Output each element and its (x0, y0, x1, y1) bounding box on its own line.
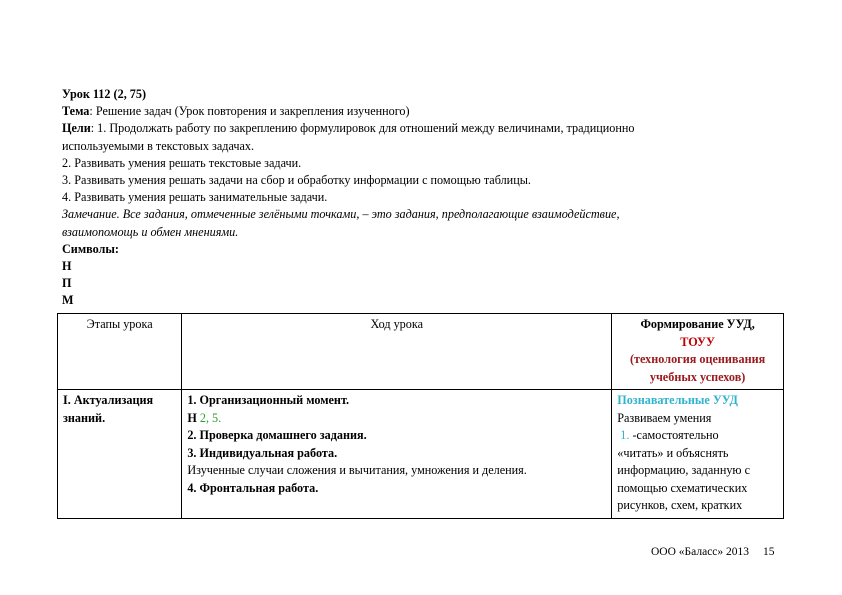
uud-title: Познавательные УУД (617, 393, 738, 407)
goal-1b: используемыми в текстовых задачах. (62, 138, 255, 153)
uud-line-3: «читать» и объяснять (617, 445, 729, 460)
uud-line-2: 1. -самостоятельно (620, 428, 719, 442)
table-header-row (58, 314, 784, 390)
page-number: 15 (763, 546, 775, 558)
uud-line-4: информацию, заданную с (617, 463, 750, 477)
course-item-3-text: Изученные случаи сложения и вычитания, умножения и деления. (187, 463, 527, 477)
goal-4: 4. Развивать умения решать занимательные задачи. (62, 190, 328, 205)
touu-desc-2: учебных успехов) (649, 369, 746, 384)
goal-3: 3. Развивать умения решать задачи на сбор и обработку информации с помощью таблицы. (62, 173, 531, 188)
uud-number: 1. (620, 428, 630, 442)
symbols-label: Символы: (62, 241, 119, 256)
lesson-goals (62, 120, 782, 137)
uud-line-1: Развиваем умения (617, 410, 712, 425)
lesson-header (62, 86, 782, 310)
course-item-1: 1. Организационный момент. (187, 393, 350, 407)
course-item-4: 4. Фронтальная работа. (187, 480, 319, 495)
page-footer (651, 546, 775, 558)
symbol-m: М (62, 293, 74, 308)
course-item-3: 3. Индивидуальная работа. (187, 445, 338, 460)
note-line-2: взаимопомощь и обмен мнениями. (62, 224, 239, 239)
goals-label: Цели (62, 121, 91, 136)
touu-heading: ТОУУ (680, 334, 715, 349)
goal-1a: : 1. Продолжать работу по закреплению формулировок для отношений между величинами, традиционно (90, 121, 635, 136)
uud-heading: Формирование УУД, (640, 317, 755, 331)
n-symbol: Н (187, 410, 197, 425)
symbol-p: П (62, 276, 72, 291)
stage-cell (58, 390, 182, 519)
topic-label: Тема (62, 104, 90, 119)
lesson-number: Урок 112 (2, 75) (62, 87, 147, 101)
symbol-n: Н (62, 259, 72, 274)
table-row (58, 390, 784, 519)
note-line-1: Замечание. Все задания, отмеченные зелёными точками, – это задания, предполагающие взаимодействие, (62, 207, 620, 222)
uud-line-6: рисунков, схем, кратких (617, 498, 743, 512)
uud-line-5: помощью схематических (617, 480, 748, 495)
touu-desc-1: (технология оценивания (629, 352, 766, 366)
header-stages: Этапы урока (58, 314, 182, 390)
topic-text: : Решение задач (Урок повторения и закрепления изученного) (89, 104, 410, 119)
header-uud (612, 314, 784, 390)
stage-title: I. Актуализация (63, 393, 154, 407)
goal-2: 2. Развивать умения решать текстовые задачи. (62, 155, 302, 170)
footer-company: ООО «Баласс» 2013 (651, 546, 750, 558)
course-n-ref (187, 410, 606, 428)
uud-cell (612, 390, 784, 519)
stage-title-cont: знаний. (63, 410, 106, 425)
lesson-table (57, 313, 784, 519)
lesson-topic (62, 103, 782, 120)
course-cell (182, 390, 612, 519)
header-course: Ход урока (182, 314, 612, 390)
course-item-2: 2. Проверка домашнего задания. (187, 428, 367, 442)
n-task-ref: 2, 5. (199, 410, 222, 425)
